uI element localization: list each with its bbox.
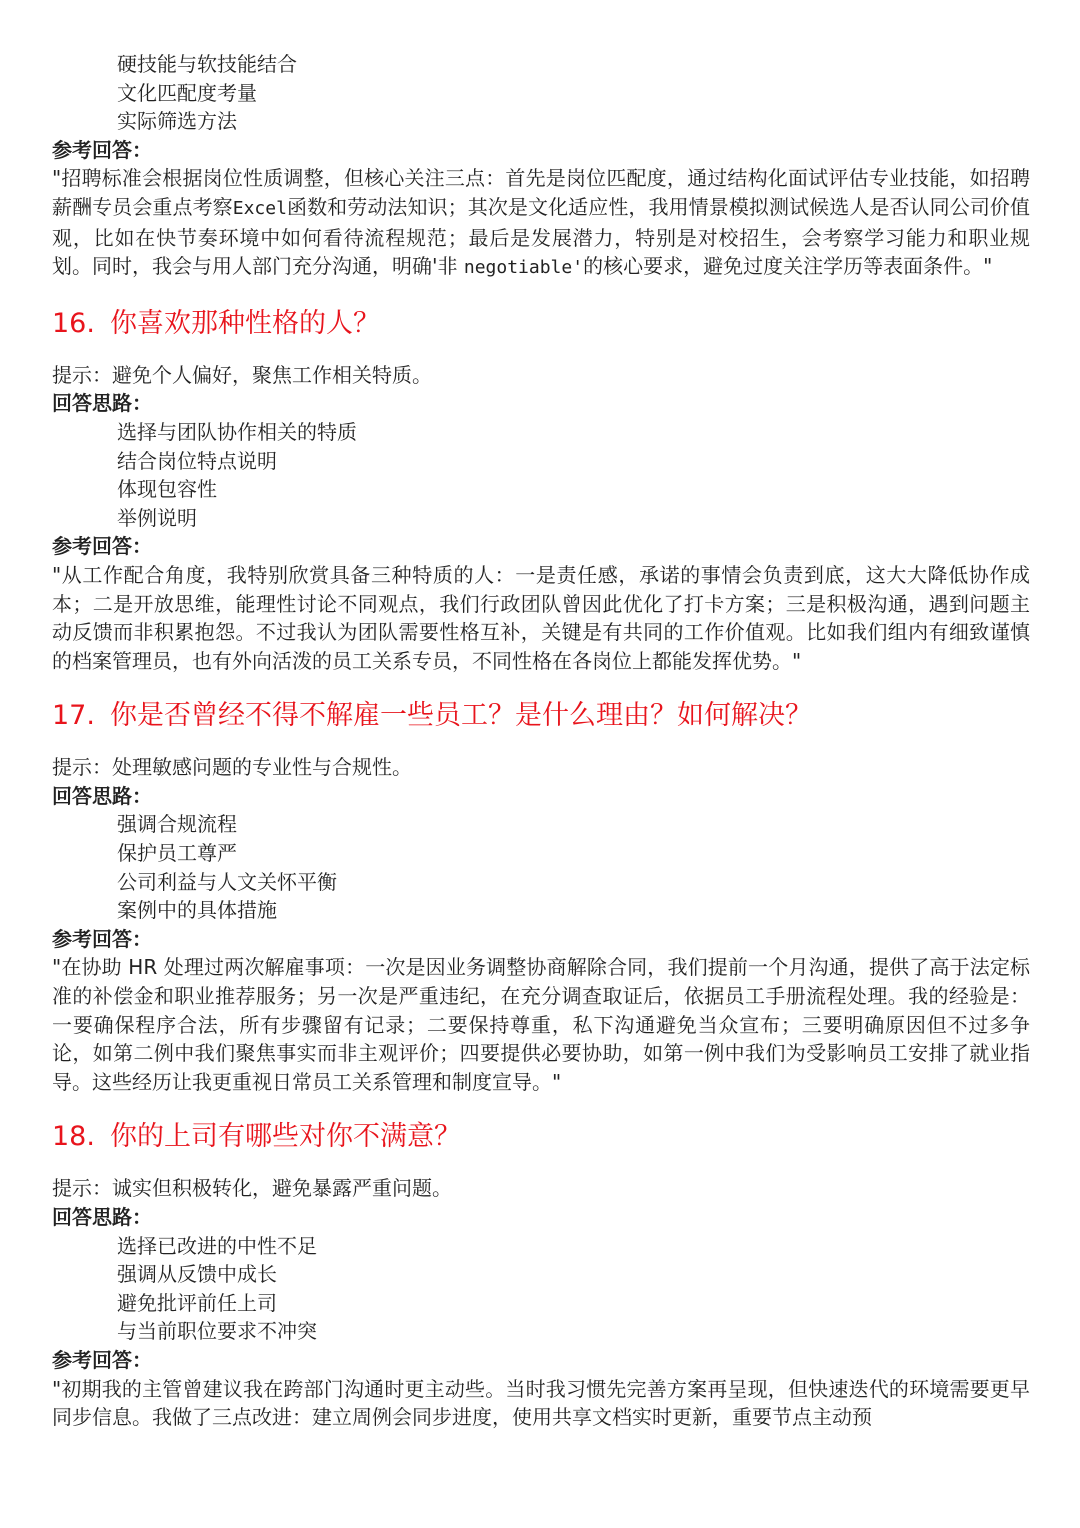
question-17 [52, 699, 1030, 1096]
approach-point: 实际筛选方法 [117, 109, 237, 134]
approach-point: 硬技能与软技能结合 [117, 52, 297, 76]
question-18 [52, 1120, 1030, 1431]
approach-point: 文化匹配度考量 [117, 80, 257, 105]
approach-point: 选择与团队协作相关的特质 [117, 419, 357, 444]
hint-text: 提示：避免个人偏好，聚焦工作相关特质。 [52, 362, 432, 387]
approach-point: 案例中的具体措施 [117, 898, 277, 923]
reference-answer: "在协助 HR 处理过两次解雇事项：一次是因业务调整协商解除合同，我们提前一个月沟通，提供了高于法定标准的补偿金和职业推荐服务；另一次是严重违纪，在充分调查取证后，依据员工手册流程处理。我的经验是：一要确保程序合法，所有步骤留有记录；二要保持尊重，私下沟通避免当众宣布；三要明确原因但不过多争论，如第二例中我们聚焦事实而非主观评价；四要提供必要协助，如第一例中我们为受影响员工安排了就业指导。这些经历让我更重视日常员工关系管理和制度宣导。" [52, 955, 1030, 1094]
question-title [52, 1120, 1030, 1154]
approach-point: 保护员工尊严 [117, 841, 237, 866]
approach-point: 体现包容性 [117, 477, 217, 502]
question-number: 18. [52, 1121, 95, 1153]
answer-label: 参考回答： [52, 534, 152, 559]
approach-label: 回答思路： [52, 391, 152, 416]
hint-text: 提示：处理敏感问题的专业性与合规性。 [52, 755, 412, 780]
approach-point: 避免批评前任上司 [117, 1290, 277, 1315]
question-title [52, 307, 1030, 341]
question-15-continuation [52, 50, 1030, 283]
question-text: 你喜欢那种性格的人？ [110, 307, 380, 339]
approach-point: 强调合规流程 [117, 812, 237, 837]
answer-label: 参考回答： [52, 137, 152, 162]
question-number: 17. [52, 700, 95, 732]
approach-point: 选择已改进的中性不足 [117, 1233, 317, 1258]
approach-label: 回答思路： [52, 1205, 152, 1229]
question-text: 你是否曾经不得不解雇一些员工？是什么理由？如何解决？ [110, 700, 812, 732]
answer-code-term: negotiable' [463, 257, 584, 279]
question-number: 16. [52, 307, 95, 339]
hint-text: 提示：诚实但积极转化，避免暴露严重问题。 [52, 1176, 452, 1201]
answer-label: 参考回答： [52, 926, 152, 951]
reference-answer: "从工作配合角度，我特别欣赏具备三种特质的人：一是责任感，承诺的事情会负责到底，这大大降低协作成本；二是开放思维，能理性讨论不同观点，我们行政团队曾因此优化了打卡方案；三是积极沟通，遇到问题主动反馈而非积累抱怨。不过我认为团队需要性格互补，关键是有共同的工作价值观。比如我们组内有细致谨慎的档案管理员，也有外向活泼的员工关系专员，不同性格在各岗位上都能发挥优势。" [52, 562, 1030, 673]
approach-label: 回答思路： [52, 783, 152, 808]
question-text: 你的上司有哪些对你不满意？ [110, 1121, 461, 1153]
answer-text: 函数和劳动法知识；其次是文化适应性，我用情景模拟测试候选人是否认同公司价值观，比如在快节奏环境中如何看待流程规范；最后是发展潜力，特别是对校招生，会考察学习能力和职业规划。同时，我会与用人部门充分沟通，明确'非 [52, 194, 1031, 279]
approach-point: 举例说明 [117, 505, 197, 530]
approach-point: 公司利益与人文关怀平衡 [117, 869, 337, 894]
answer-label: 参考回答： [52, 1347, 152, 1372]
answer-text: 的核心要求，避免过度关注学历等表面条件。" [583, 254, 993, 279]
approach-point: 结合岗位特点说明 [117, 448, 277, 473]
approach-point: 与当前职位要求不冲突 [117, 1319, 317, 1344]
reference-answer [52, 164, 1030, 282]
question-16 [52, 307, 1030, 676]
document-page [52, 50, 1030, 1432]
answer-text: "招聘标准会根据岗位性质调整，但核心关注三点：首先是岗位匹配度，通过结构化面试评估专业技能，如招聘薪酬专员会重点考察 [52, 166, 1030, 219]
question-title [52, 699, 1030, 733]
reference-answer: "初期我的主管曾建议我在跨部门沟通时更主动些。当时我习惯先完善方案再呈现，但快速迭代的环境需要更早同步信息。我做了三点改进：建立周例会同步进度，使用共享文档实时更新，重要节点主动预 [52, 1376, 1030, 1430]
approach-point: 强调从反馈中成长 [117, 1262, 277, 1287]
answer-code-term: Excel [232, 197, 287, 219]
